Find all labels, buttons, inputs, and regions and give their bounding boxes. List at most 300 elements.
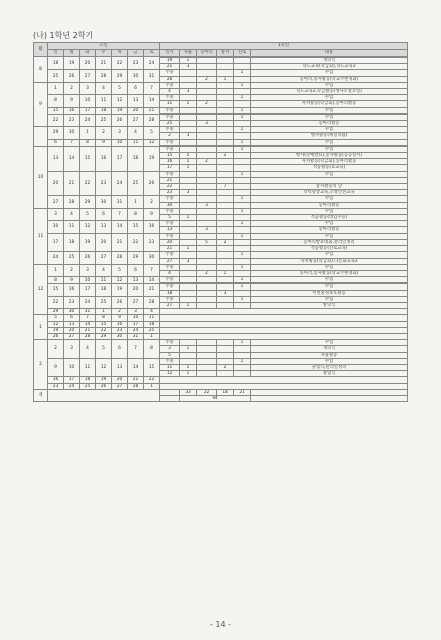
activity-content: 수업 bbox=[251, 277, 408, 283]
calendar-date: 22 bbox=[48, 296, 64, 308]
activity-content: 학도교육(학급회),학도교육2 bbox=[251, 64, 408, 70]
service-hours: 1 bbox=[217, 76, 234, 82]
date-cell: 주중 bbox=[160, 277, 180, 283]
date-cell: 15 bbox=[160, 153, 180, 159]
calendar-date: 18 bbox=[80, 377, 96, 383]
column-header: 동아리 bbox=[197, 50, 217, 57]
calendar-date: 5 bbox=[48, 315, 64, 321]
calendar-date: 28 bbox=[64, 196, 80, 208]
calendar-date: 22 bbox=[144, 377, 160, 383]
activity-content: 수업 bbox=[251, 171, 408, 177]
calendar-date: 27 bbox=[128, 296, 144, 308]
career-hours: 1 bbox=[234, 146, 251, 152]
calendar-date: 20 bbox=[96, 233, 112, 252]
calendar-date: 26 bbox=[80, 252, 96, 264]
calendar-date: 4 bbox=[144, 309, 160, 315]
calendar-date: 26 bbox=[64, 70, 80, 82]
calendar-date: 16 bbox=[48, 377, 64, 383]
column-header: 내용 bbox=[251, 50, 408, 57]
calendar-date: 12 bbox=[112, 277, 128, 284]
calendar-date: 26 bbox=[48, 333, 64, 339]
activity-content: 수업 bbox=[251, 196, 408, 202]
activity-content: 적응활동(대입수능) bbox=[251, 215, 408, 221]
day-header: 일 bbox=[48, 50, 64, 57]
calendar-date: 16 bbox=[112, 321, 128, 327]
activity-content: 수업 bbox=[251, 146, 408, 152]
date-cell: 5 bbox=[160, 215, 180, 221]
activity-content: 동아리,봉사활동(학교주변정화) bbox=[251, 270, 408, 276]
category-total: 22 bbox=[197, 389, 217, 395]
activity-content: 수업 bbox=[251, 296, 408, 302]
calendar-date: 27 bbox=[128, 114, 144, 126]
service-hours: 3 bbox=[217, 290, 234, 296]
calendar-date: 17 bbox=[128, 321, 144, 327]
date-group-header: 요일 bbox=[48, 43, 160, 50]
activity-content: 봉사활동의 날 bbox=[251, 184, 408, 190]
calendar-date: 13 bbox=[128, 277, 144, 284]
career-hours: 1 bbox=[234, 171, 251, 177]
calendar-date: 15 bbox=[48, 284, 64, 296]
date-cell: 주중 bbox=[160, 264, 180, 270]
calendar-date: 15 bbox=[96, 321, 112, 327]
activity-content: 개학식 bbox=[251, 58, 408, 64]
career-hours: 1 bbox=[234, 358, 251, 364]
career-hours: 1 bbox=[234, 127, 251, 133]
date-cell: 18 bbox=[160, 290, 180, 296]
date-cell: 4 bbox=[160, 270, 180, 276]
calendar-date: 6 bbox=[48, 139, 64, 146]
autonomy-hours: 3 bbox=[180, 258, 197, 264]
calendar-date: 20 bbox=[128, 284, 144, 296]
calendar-date: 7 bbox=[128, 340, 144, 359]
calendar-date: 26 bbox=[112, 296, 128, 308]
calendar-date: 26 bbox=[96, 383, 112, 389]
date-cell: 주중 bbox=[160, 196, 180, 202]
calendar-date: 1 bbox=[128, 196, 144, 208]
club-hours: 3 bbox=[197, 202, 217, 208]
calendar-date: 14 bbox=[128, 358, 144, 377]
calendar-date: 25 bbox=[64, 252, 80, 264]
calendar-date: 13 bbox=[64, 321, 80, 327]
calendar-date: 18 bbox=[64, 233, 80, 252]
calendar-date: 15 bbox=[48, 107, 64, 114]
calendar-date: 12 bbox=[96, 358, 112, 377]
activity-content: 학도교육2,학급활동(생사조정요령) bbox=[251, 89, 408, 95]
calendar-date: 16 bbox=[64, 107, 80, 114]
calendar-date: 22 bbox=[80, 171, 96, 196]
date-cell: 주중 bbox=[160, 146, 180, 152]
calendar-date: 17 bbox=[112, 146, 128, 171]
calendar-date: 7 bbox=[112, 208, 128, 220]
calendar-date: 24 bbox=[112, 171, 128, 196]
date-cell: 28 bbox=[160, 76, 180, 82]
activity-content: 자치활동(학급회),다문화교육2 bbox=[251, 258, 408, 264]
calendar-date: 21 bbox=[64, 171, 80, 196]
autonomy-hours: 1 bbox=[180, 58, 197, 64]
calendar-date: 19 bbox=[112, 107, 128, 114]
club-hours: 2 bbox=[197, 76, 217, 82]
calendar-date: 20 bbox=[80, 57, 96, 70]
calendar-date: 4 bbox=[96, 264, 112, 276]
calendar-date: 20 bbox=[112, 377, 128, 383]
calendar-date: 27 bbox=[48, 196, 64, 208]
calendar-date: 9 bbox=[112, 315, 128, 321]
date-cell: 20 bbox=[160, 239, 180, 245]
calendar-date: 18 bbox=[96, 284, 112, 296]
calendar-date: 12 bbox=[48, 321, 64, 327]
calendar-date: 25 bbox=[96, 114, 112, 126]
calendar-date: 21 bbox=[144, 284, 160, 296]
calendar-date: 1 bbox=[96, 309, 112, 315]
calendar-date: 11 bbox=[96, 277, 112, 284]
calendar-date: 12 bbox=[112, 95, 128, 107]
activity-content: 개학식 bbox=[251, 346, 408, 352]
service-hours: 2 bbox=[217, 364, 234, 370]
calendar-date: 30 bbox=[112, 333, 128, 339]
calendar-date: 11 bbox=[64, 221, 80, 233]
activity-content: 수업 bbox=[251, 95, 408, 101]
calendar-date: 14 bbox=[80, 321, 96, 327]
service-hours: 1 bbox=[217, 270, 234, 276]
calendar-date: 2 bbox=[64, 82, 80, 94]
calendar-date: 21 bbox=[128, 377, 144, 383]
calendar-date: 28 bbox=[96, 70, 112, 82]
calendar-date: 18 bbox=[96, 107, 112, 114]
calendar-date: 31 bbox=[112, 196, 128, 208]
calendar-date: 23 bbox=[64, 114, 80, 126]
calendar-date: 6 bbox=[112, 340, 128, 359]
calendar-date: 17 bbox=[64, 377, 80, 383]
calendar-date: 30 bbox=[144, 252, 160, 264]
calendar-date: 12 bbox=[80, 221, 96, 233]
date-cell: 주중 bbox=[160, 296, 180, 302]
calendar-date: 6 bbox=[96, 208, 112, 220]
day-header: 목 bbox=[112, 50, 128, 57]
activity-content: 수업 bbox=[251, 221, 408, 227]
date-cell: 주중 bbox=[160, 252, 180, 258]
date-cell: 21 bbox=[160, 177, 180, 183]
activity-content: 수업 bbox=[251, 264, 408, 270]
calendar-date: 3 bbox=[112, 127, 128, 139]
month-cell: 10 bbox=[34, 146, 48, 208]
calendar-date: 22 bbox=[128, 233, 144, 252]
calendar-date: 15 bbox=[128, 221, 144, 233]
date-cell: 16 bbox=[160, 159, 180, 165]
date-cell: 주중 bbox=[160, 70, 180, 76]
date-cell: 3 bbox=[160, 346, 180, 352]
club-hours: 3 bbox=[197, 121, 217, 127]
calendar-date: 24 bbox=[64, 383, 80, 389]
calendar-date: 5 bbox=[112, 82, 128, 94]
calendar-date: 31 bbox=[144, 70, 160, 82]
total-label: 계 bbox=[34, 389, 48, 401]
calendar-date: 13 bbox=[48, 146, 64, 171]
activity-content: 수업 bbox=[251, 233, 408, 239]
activity-content: 수업 bbox=[251, 340, 408, 346]
activity-content: 수업 bbox=[251, 208, 408, 214]
club-hours: 5 bbox=[197, 239, 217, 245]
calendar-date: 10 bbox=[64, 358, 80, 377]
calendar-date: 2 bbox=[64, 264, 80, 276]
career-hours: 1 bbox=[234, 95, 251, 101]
calendar-date: 2 bbox=[96, 127, 112, 139]
activity-content: 동아리활동 bbox=[251, 121, 408, 127]
activity-content: 동아리발표대회,관리일정리 bbox=[251, 239, 408, 245]
calendar-date: 10 bbox=[128, 315, 144, 321]
date-cell: 주중 bbox=[160, 82, 180, 88]
calendar-date: 17 bbox=[80, 107, 96, 114]
day-header: 금 bbox=[128, 50, 144, 57]
calendar-date: 23 bbox=[64, 296, 80, 308]
activity-content: 수업 bbox=[251, 114, 408, 120]
activity-content: 자치활동(학급회),동아리활동 bbox=[251, 159, 408, 165]
date-cell: 13 bbox=[160, 227, 180, 233]
career-hours: 1 bbox=[234, 221, 251, 227]
date-cell: 17 bbox=[160, 165, 180, 171]
calendar-date: 14 bbox=[144, 95, 160, 107]
autonomy-hours: 1 bbox=[180, 371, 197, 377]
calendar-date: 30 bbox=[128, 70, 144, 82]
club-hours: 3 bbox=[197, 227, 217, 233]
calendar-date: 10 bbox=[48, 221, 64, 233]
calendar-date: 25 bbox=[48, 70, 64, 82]
day-header: 화 bbox=[80, 50, 96, 57]
activity-content: 종업식 bbox=[251, 371, 408, 377]
calendar-date: 27 bbox=[112, 383, 128, 389]
service-hours: 2 bbox=[217, 153, 234, 159]
activity-content: 수업 bbox=[251, 82, 408, 88]
autonomy-hours: 1 bbox=[180, 159, 197, 165]
calendar-date: 7 bbox=[144, 82, 160, 94]
calendar-date: 3 bbox=[80, 264, 96, 276]
calendar-date: 19 bbox=[112, 284, 128, 296]
month-cell: 9 bbox=[34, 82, 48, 126]
category-total: 21 bbox=[234, 389, 251, 395]
activity-content: 수업 bbox=[251, 139, 408, 145]
calendar-date: 22 bbox=[48, 114, 64, 126]
calendar-date: 21 bbox=[112, 233, 128, 252]
calendar-date: 9 bbox=[144, 208, 160, 220]
calendar-date: 1 bbox=[144, 383, 160, 389]
date-cell: 19 bbox=[160, 58, 180, 64]
activity-content: 수업 bbox=[251, 107, 408, 113]
club-hours: 2 bbox=[197, 101, 217, 107]
column-header: 일시 bbox=[160, 50, 180, 57]
career-hours: 1 bbox=[234, 296, 251, 302]
date-cell: 주중 bbox=[160, 358, 180, 364]
service-hours: 7 bbox=[217, 184, 234, 190]
activity-content: 수업 bbox=[251, 127, 408, 133]
calendar-date: 16 bbox=[96, 146, 112, 171]
activity-content: 이면환경보호활동 bbox=[251, 290, 408, 296]
autonomy-hours: 5 bbox=[180, 153, 197, 159]
calendar-date: 24 bbox=[48, 252, 64, 264]
date-cell: 주중 bbox=[160, 114, 180, 120]
activity-content: 동아리활동 bbox=[251, 202, 408, 208]
calendar-date: 6 bbox=[128, 264, 144, 276]
calendar-date: 4 bbox=[64, 208, 80, 220]
date-cell: 11 bbox=[160, 364, 180, 370]
activity-content: 수업 bbox=[251, 358, 408, 364]
calendar-date: 29 bbox=[112, 70, 128, 82]
activity-content: 동아리활동 bbox=[251, 227, 408, 233]
calendar-date: 4 bbox=[128, 127, 144, 139]
career-hours: 1 bbox=[234, 284, 251, 290]
calendar-date: 24 bbox=[80, 296, 96, 308]
date-cell: 주중 bbox=[160, 221, 180, 227]
date-cell: 주중 bbox=[160, 107, 180, 113]
calendar-date: 21 bbox=[80, 327, 96, 333]
autonomy-hours: 1 bbox=[180, 302, 197, 308]
career-hours: 1 bbox=[234, 264, 251, 270]
date-cell: 주중 bbox=[160, 208, 180, 214]
calendar-date: 3 bbox=[128, 309, 144, 315]
autonomy-hours: 1 bbox=[180, 101, 197, 107]
day-header: 토 bbox=[144, 50, 160, 57]
month-cell: 11 bbox=[34, 208, 48, 264]
calendar-date: 7 bbox=[144, 264, 160, 276]
month-cell: 1 bbox=[34, 315, 48, 340]
calendar-date: 26 bbox=[112, 114, 128, 126]
schedule-table bbox=[33, 42, 408, 402]
date-cell: 주중 bbox=[160, 139, 180, 145]
calendar-date: 21 bbox=[96, 57, 112, 70]
column-header: 봉사 bbox=[217, 50, 234, 57]
calendar-date: 17 bbox=[48, 233, 64, 252]
month-header: 월 bbox=[34, 43, 48, 57]
autonomy-hours: 1 bbox=[180, 246, 197, 252]
calendar-date: 21 bbox=[144, 107, 160, 114]
calendar-date: 10 bbox=[80, 95, 96, 107]
calendar-date: 2 bbox=[48, 340, 64, 359]
activity-content: 수업 bbox=[251, 70, 408, 76]
calendar-date: 11 bbox=[80, 358, 96, 377]
career-hours: 1 bbox=[234, 252, 251, 258]
career-hours: 1 bbox=[234, 114, 251, 120]
calendar-date: 27 bbox=[96, 252, 112, 264]
calendar-date: 14 bbox=[112, 221, 128, 233]
calendar-date: 11 bbox=[144, 315, 160, 321]
calendar-date: 8 bbox=[144, 340, 160, 359]
calendar-date: 28 bbox=[80, 333, 96, 339]
calendar-date: 25 bbox=[128, 171, 144, 196]
calendar-date: 9 bbox=[64, 277, 80, 284]
calendar-date: 11 bbox=[128, 139, 144, 146]
header-row-1 bbox=[34, 43, 408, 50]
calendar-date: 1 bbox=[144, 333, 160, 339]
club-hours: 2 bbox=[197, 270, 217, 276]
column-header: 자율 bbox=[180, 50, 197, 57]
calendar-date: 15 bbox=[80, 146, 96, 171]
career-hours: 1 bbox=[234, 107, 251, 113]
autonomy-hours: 1 bbox=[180, 364, 197, 370]
activity-content: 행사활동(체험학습) bbox=[251, 133, 408, 139]
calendar-date: 6 bbox=[128, 82, 144, 94]
calendar-date: 1 bbox=[48, 82, 64, 94]
calendar-date: 28 bbox=[144, 296, 160, 308]
calendar-date: 24 bbox=[144, 57, 160, 70]
activity-content: 적응활동(효교육) bbox=[251, 165, 408, 171]
activity-content: 방학식 bbox=[251, 302, 408, 308]
activity-content: 동아리,봉사활동(학교주변정화) bbox=[251, 76, 408, 82]
date-cell: 21 bbox=[160, 64, 180, 70]
calendar-date: 28 bbox=[128, 383, 144, 389]
calendar-date: 29 bbox=[48, 309, 64, 315]
career-hours: 1 bbox=[234, 233, 251, 239]
calendar-date: 31 bbox=[128, 333, 144, 339]
date-cell: 주중 bbox=[160, 95, 180, 101]
activity-content: 행사(학예발표),봉사활동(공공질서) bbox=[251, 153, 408, 159]
calendar-date: 19 bbox=[80, 233, 96, 252]
calendar-date: 2 bbox=[112, 309, 128, 315]
calendar-date: 19 bbox=[48, 327, 64, 333]
calendar-date: 4 bbox=[80, 340, 96, 359]
activity-content: 적응활동(진로교육) bbox=[251, 246, 408, 252]
schedule-body bbox=[34, 57, 408, 402]
calendar-date: 15 bbox=[144, 358, 160, 377]
date-cell: 11 bbox=[160, 101, 180, 107]
activity-content: 자율활동 bbox=[251, 352, 408, 358]
calendar-date: 6 bbox=[64, 315, 80, 321]
calendar-date: 20 bbox=[48, 171, 64, 196]
calendar-date: 25 bbox=[80, 383, 96, 389]
date-cell: 22 bbox=[160, 184, 180, 190]
total-spacer bbox=[251, 395, 408, 401]
calendar-date: 9 bbox=[96, 139, 112, 146]
date-cell: 12 bbox=[160, 371, 180, 377]
calendar-date: 23 bbox=[96, 171, 112, 196]
column-header: 진로 bbox=[234, 50, 251, 57]
page-number: - 14 - bbox=[209, 620, 232, 629]
calendar-date: 27 bbox=[80, 70, 96, 82]
calendar-date: 5 bbox=[112, 264, 128, 276]
autonomy-hours: 1 bbox=[180, 215, 197, 221]
date-cell: 주중 bbox=[160, 340, 180, 346]
career-hours: 1 bbox=[234, 277, 251, 283]
calendar-date: 29 bbox=[48, 127, 64, 139]
calendar-date: 4 bbox=[96, 82, 112, 94]
calendar-date: 5 bbox=[144, 127, 160, 139]
month-cell: 12 bbox=[34, 264, 48, 315]
calendar-date: 1 bbox=[48, 264, 64, 276]
calendar-date: 19 bbox=[144, 146, 160, 171]
calendar-date: 13 bbox=[128, 95, 144, 107]
activity-content: 수업 bbox=[251, 252, 408, 258]
calendar-date: 26 bbox=[144, 171, 160, 196]
date-cell: 21 bbox=[160, 246, 180, 252]
calendar-date: 30 bbox=[64, 127, 80, 139]
total-spacer bbox=[48, 389, 160, 401]
calendar-date: 3 bbox=[80, 82, 96, 94]
date-cell: 주중 bbox=[160, 171, 180, 177]
calendar-date: 16 bbox=[64, 284, 80, 296]
page-title: (나) 1학년 2학기 bbox=[33, 31, 94, 40]
career-hours: 1 bbox=[234, 196, 251, 202]
category-total: 33 bbox=[180, 389, 197, 395]
calendar-date: 29 bbox=[96, 333, 112, 339]
calendar-date: 7 bbox=[64, 139, 80, 146]
calendar-date: 20 bbox=[128, 107, 144, 114]
calendar-date: 22 bbox=[96, 327, 112, 333]
career-hours: 1 bbox=[234, 82, 251, 88]
autonomy-hours: 3 bbox=[180, 64, 197, 70]
calendar-date: 19 bbox=[64, 57, 80, 70]
calendar-date: 1 bbox=[80, 127, 96, 139]
date-cell: 주중 bbox=[160, 127, 180, 133]
calendar-date: 23 bbox=[128, 57, 144, 70]
calendar-date: 8 bbox=[80, 139, 96, 146]
date-cell: 25 bbox=[160, 121, 180, 127]
